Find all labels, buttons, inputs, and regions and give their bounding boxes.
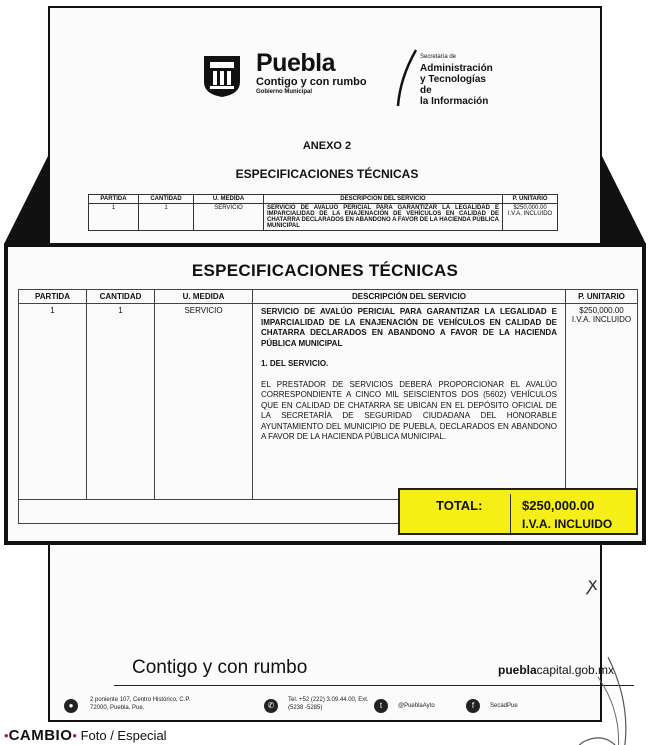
cell-unidad-large: SERVICIO: [155, 304, 253, 500]
price-note-large: I.V.A. INCLUIDO: [571, 315, 632, 324]
brand-tagline: Contigo y con rumbo: [256, 76, 367, 88]
twitter-icon: t: [374, 699, 388, 713]
cambio-logo: CAMBIO: [8, 727, 73, 744]
facebook-icon: f: [466, 699, 480, 713]
col-precio-large: P. UNITARIO: [566, 290, 638, 304]
photo-credit: [4, 727, 167, 744]
table-row: [19, 304, 638, 500]
total-divider: [510, 494, 511, 533]
description-body: EL PRESTADOR DE SERVICIOS DEBERÁ PROPORCIONAR EL AVALÚO CORRESPONDIENTE A CINCO MIL SEISCIENTOS DOS (5602) VEHÍCULOS QUE EN CALIDAD DE CHATARRA SE UBICAN EN EL DEPÓSITO OFICIAL DE LA SECRETARÍA DE SEGURIDAD CIUDADANA DEL HONORABLE AYUNTAMIENTO DEL MUNICIPIO DE PUEBLA, DECLARADOS EN ABANDONO A FAVOR DE LA HACIENDA PÚBLICA MUNICIPAL.: [261, 379, 557, 441]
phone-icon: ✆: [264, 699, 278, 713]
description-title: SERVICIO DE AVALÚO PERICIAL PARA GARANTIZAR LA LEGALIDAD E IMPARCIALIDAD DE LA ENAJENACIÓN DE VEHÍCULOS EN CALIDAD DE CHATARRA DECLARADOS EN ABANDONO A FAVOR DE LA HACIENDA PÚBLICA MUNICIPAL: [261, 307, 557, 348]
footer-twitter: @PueblaAyto: [398, 703, 435, 709]
total-amount: $250,000.00: [522, 498, 595, 513]
col-descripcion: DESCRIPCIÓN DEL SERVICIO: [264, 195, 503, 204]
cell-precio-large: [566, 304, 638, 500]
puebla-crest-icon: [200, 52, 244, 98]
credit-dot-icon-2: •: [72, 728, 77, 743]
table-row: [89, 204, 558, 231]
secretaria-line-1: Administración: [420, 63, 493, 74]
spec-table-small: [88, 194, 558, 231]
total-note: I.V.A. INCLUIDO: [522, 517, 613, 531]
credit-dot-icon: •: [4, 728, 9, 743]
cell-partida: 1: [89, 204, 139, 231]
footer-slogan: Contigo y con rumbo: [132, 657, 308, 678]
col-descripcion-large: DESCRIPCIÓN DEL SERVICIO: [253, 290, 566, 304]
col-unidad-large: U. MEDIDA: [155, 290, 253, 304]
price-value: $250,000.00: [513, 205, 547, 211]
footer-url-bold: puebla: [498, 663, 537, 677]
zoom-connector-left: [4, 152, 50, 244]
cell-cantidad-large: 1: [87, 304, 155, 500]
secretaria-line-3: la Información: [420, 96, 489, 107]
brand-name: Puebla: [256, 49, 335, 77]
document-header: [200, 46, 500, 106]
col-cantidad: CANTIDAD: [139, 195, 194, 204]
col-unidad: U. MEDIDA: [194, 195, 264, 204]
brand-gov: Gobierno Municipal: [256, 89, 313, 95]
zoomed-detail: [4, 243, 646, 545]
zoom-connector-right: [600, 152, 646, 244]
cell-partida-large: 1: [19, 304, 87, 500]
annex-title: ANEXO 2: [302, 140, 352, 152]
price-value-large: $250,000.00: [579, 306, 624, 315]
col-partida: PARTIDA: [89, 195, 139, 204]
description-section: 1. DEL SERVICIO.: [261, 359, 329, 368]
handwritten-mark: ꭗ: [588, 574, 598, 594]
total-label: TOTAL:: [436, 498, 483, 513]
secretaria-small: Secretaría de: [420, 54, 457, 60]
footer-url-rest: capital.gob.mx: [536, 663, 615, 677]
footer-facebook: SecadPue: [490, 703, 518, 709]
total-highlight: [398, 488, 638, 535]
credit-text: Foto / Especial: [80, 728, 167, 743]
cell-unidad: SERVICIO: [194, 204, 264, 231]
location-icon: ●: [64, 699, 78, 713]
cell-descripcion: SERVICIO DE AVALÚO PERICIAL PARA GARANTIZAR LA LEGALIDAD E IMPARCIALIDAD DE LA ENAJENACIÓN DE VEHÍCULOS EN CALIDAD DE CHATARRA DECLARADOS EN ABANDONO A FAVOR DE LA HACIENDA PÚBLICA MUNICIPAL: [264, 204, 503, 231]
cell-descripcion-large: [253, 304, 566, 500]
price-note: I.V.A. INCLUIDO: [507, 211, 553, 217]
footer-address: 2 poniente 107, Centro Histórico, C.P. 72000, Puebla, Pue.: [90, 697, 191, 711]
cell-cantidad: 1: [139, 204, 194, 231]
col-partida-large: PARTIDA: [19, 290, 87, 304]
secretaria-line-2: y Tecnologías de: [420, 74, 486, 96]
col-cantidad-large: CANTIDAD: [87, 290, 155, 304]
header-divider-icon: [394, 48, 420, 108]
footer-phone: Tel. +52 (222) 3.09.44.00, Ext. (5238 -5285): [288, 697, 369, 711]
secretaria-block: [420, 52, 500, 107]
signature-scribble-icon: [538, 647, 638, 745]
spec-title-small: ESPECIFICACIONES TÉCNICAS: [235, 167, 419, 181]
spec-title-large: ESPECIFICACIONES TÉCNICAS: [191, 261, 459, 280]
col-precio: P. UNITARIO: [503, 195, 558, 204]
cell-precio: [503, 204, 558, 231]
brand-block: [256, 50, 367, 97]
